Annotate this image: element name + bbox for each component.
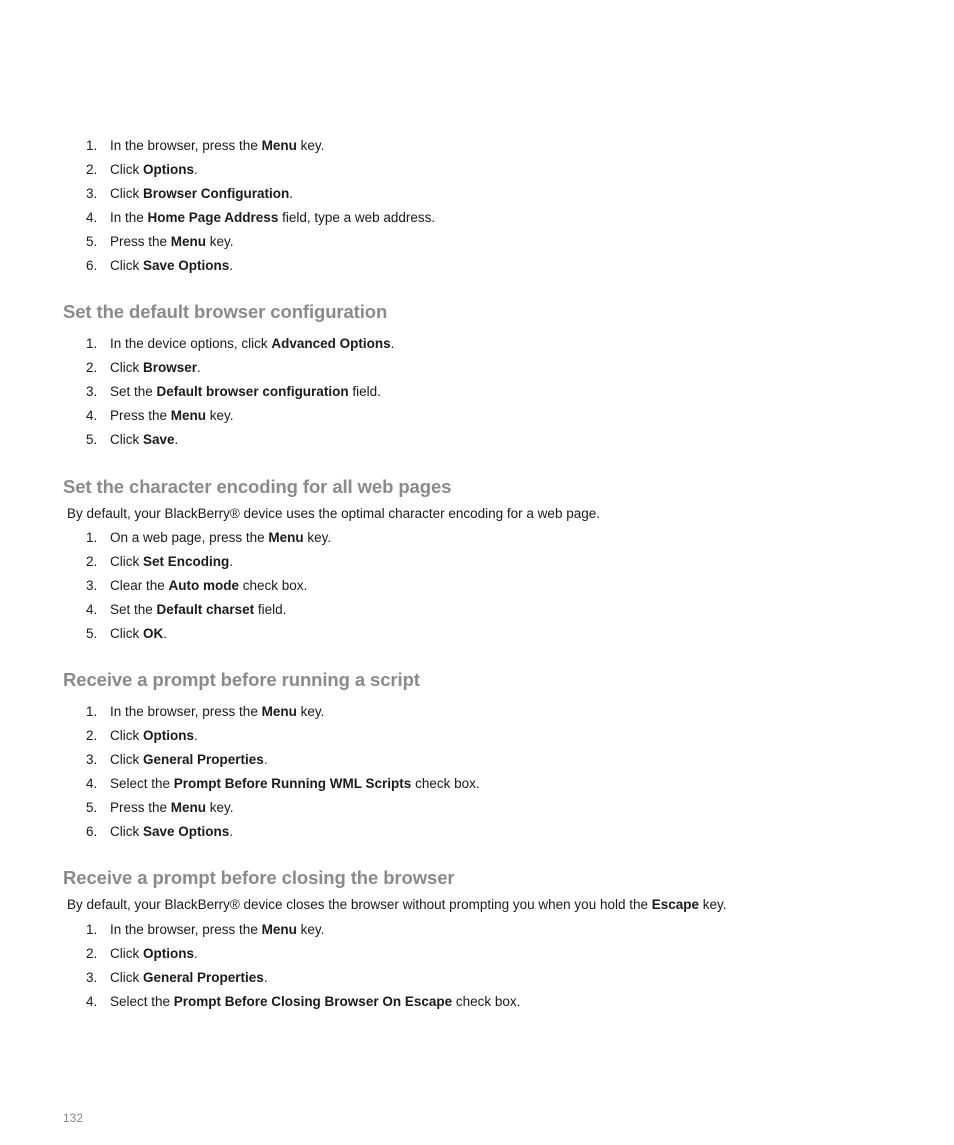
- ui-term: Options: [143, 162, 194, 177]
- text-run: key.: [296, 922, 325, 937]
- step-item: [86, 356, 394, 380]
- step-number: 5.: [86, 234, 98, 249]
- text-run: .: [229, 824, 234, 839]
- step-number: 3.: [86, 186, 98, 201]
- text-run: .: [263, 752, 268, 767]
- ui-term: Options: [143, 946, 194, 961]
- text-run: Click: [110, 432, 143, 447]
- text-run: key.: [206, 800, 234, 815]
- step-text: [110, 626, 167, 641]
- text-run: Click: [110, 824, 143, 839]
- ui-term: Menu: [261, 922, 297, 937]
- step-item: [86, 332, 394, 356]
- step-text: [110, 336, 394, 351]
- step-list: [86, 134, 435, 278]
- section-heading: Set the character encoding for all web pages: [63, 476, 452, 497]
- step-item: [86, 724, 480, 748]
- step-item: [86, 134, 435, 158]
- ui-term: OK: [143, 626, 164, 641]
- ui-term: Menu: [170, 234, 207, 249]
- step-text: [110, 752, 268, 767]
- text-run: Set the: [110, 602, 157, 617]
- step-text: [110, 602, 286, 617]
- text-run: .: [194, 728, 198, 743]
- text-run: check box.: [452, 994, 521, 1009]
- text-run: .: [263, 970, 268, 985]
- step-list: [86, 918, 520, 1014]
- text-run: Select the: [110, 776, 174, 791]
- text-run: On a web page, press the: [110, 530, 269, 545]
- section-heading: Receive a prompt before closing the browser: [63, 867, 455, 888]
- step-text: [110, 530, 331, 545]
- step-number: 2.: [86, 728, 98, 743]
- step-item: [86, 182, 435, 206]
- page-number: 132: [63, 1111, 84, 1125]
- ui-term: Menu: [170, 800, 207, 815]
- ui-term: Auto mode: [168, 578, 240, 593]
- text-run: Clear the: [110, 578, 169, 593]
- text-run: key.: [206, 234, 234, 249]
- text-run: In the device options, click: [110, 336, 272, 351]
- step-item: [86, 574, 331, 598]
- step-number: 4.: [86, 602, 98, 617]
- step-number: 2.: [86, 946, 98, 961]
- ui-term: Save Options: [143, 824, 230, 839]
- step-item: [86, 254, 435, 278]
- section-heading: Receive a prompt before running a script: [63, 669, 420, 690]
- ui-term: Set Encoding: [143, 554, 230, 569]
- step-text: [110, 162, 198, 177]
- step-list: [86, 332, 394, 452]
- text-run: Click: [110, 162, 143, 177]
- text-run: In the browser, press the: [110, 138, 262, 153]
- text-run: .: [174, 432, 179, 447]
- ui-term: Options: [143, 728, 194, 743]
- step-item: [86, 820, 480, 844]
- text-run: Click: [110, 752, 143, 767]
- text-run: .: [390, 336, 395, 351]
- text-run: key.: [296, 138, 325, 153]
- text-run: Click: [110, 946, 143, 961]
- step-text: [110, 970, 268, 985]
- section-intro: By default, your BlackBerry® device uses the optimal character encoding for a web page.: [67, 506, 600, 521]
- text-run: check box.: [239, 578, 308, 593]
- ui-term: Escape: [651, 897, 700, 912]
- step-text: [110, 994, 520, 1009]
- text-run: By default, your BlackBerry® device closes the browser without prompting you when you hold the: [67, 897, 652, 912]
- text-run: Click: [110, 554, 143, 569]
- step-item: [86, 966, 520, 990]
- step-number: 1.: [86, 922, 98, 937]
- step-number: 6.: [86, 258, 98, 273]
- step-item: [86, 700, 480, 724]
- text-run: key.: [206, 408, 234, 423]
- step-item: [86, 622, 331, 646]
- text-run: .: [163, 626, 168, 641]
- step-number: 5.: [86, 626, 98, 641]
- step-item: [86, 428, 394, 452]
- step-item: [86, 380, 394, 404]
- text-run: field.: [348, 384, 381, 399]
- step-number: 5.: [86, 800, 98, 815]
- section-intro: [67, 895, 727, 915]
- step-text: [110, 186, 293, 201]
- text-run: key.: [303, 530, 332, 545]
- ui-term: General Properties: [143, 752, 264, 767]
- step-number: 4.: [86, 408, 98, 423]
- ui-term: Default charset: [156, 602, 255, 617]
- text-run: Click: [110, 728, 143, 743]
- text-run: Press the: [110, 800, 171, 815]
- step-item: [86, 158, 435, 182]
- step-text: [110, 210, 435, 225]
- step-text: [110, 922, 324, 937]
- ui-term: Home Page Address: [147, 210, 279, 225]
- step-number: 1.: [86, 138, 98, 153]
- step-text: [110, 728, 198, 743]
- step-text: [110, 776, 480, 791]
- ui-term: Menu: [261, 138, 297, 153]
- step-number: 3.: [86, 384, 98, 399]
- ui-term: Browser Configuration: [143, 186, 290, 201]
- ui-term: Prompt Before Closing Browser On Escape: [173, 994, 453, 1009]
- step-text: [110, 138, 324, 153]
- step-item: [86, 748, 480, 772]
- text-run: In the: [110, 210, 148, 225]
- step-number: 2.: [86, 162, 98, 177]
- text-run: .: [197, 360, 201, 375]
- step-item: [86, 990, 520, 1014]
- step-number: 5.: [86, 432, 98, 447]
- step-number: 2.: [86, 554, 98, 569]
- step-number: 1.: [86, 704, 98, 719]
- step-text: [110, 360, 201, 375]
- step-text: [110, 578, 307, 593]
- ui-term: Default browser configuration: [156, 384, 349, 399]
- text-run: Select the: [110, 994, 174, 1009]
- ui-term: Save Options: [143, 258, 230, 273]
- step-list: [86, 526, 331, 646]
- step-number: 4.: [86, 994, 98, 1009]
- text-run: In the browser, press the: [110, 704, 262, 719]
- step-item: [86, 206, 435, 230]
- step-list: [86, 700, 480, 844]
- ui-term: Save: [143, 432, 175, 447]
- text-run: check box.: [411, 776, 480, 791]
- text-run: .: [289, 186, 294, 201]
- step-item: [86, 772, 480, 796]
- step-item: [86, 598, 331, 622]
- text-run: Click: [110, 360, 143, 375]
- step-number: 4.: [86, 210, 98, 225]
- ui-term: Browser: [143, 360, 198, 375]
- ui-term: Menu: [261, 704, 297, 719]
- step-number: 1.: [86, 336, 98, 351]
- step-number: 3.: [86, 752, 98, 767]
- step-item: [86, 404, 394, 428]
- step-number: 6.: [86, 824, 98, 839]
- text-run: .: [229, 258, 234, 273]
- step-text: [110, 384, 381, 399]
- step-text: [110, 408, 234, 423]
- ui-term: Menu: [268, 530, 304, 545]
- text-run: In the browser, press the: [110, 922, 262, 937]
- step-text: [110, 946, 198, 961]
- step-item: [86, 550, 331, 574]
- text-run: Click: [110, 970, 143, 985]
- text-run: key.: [296, 704, 325, 719]
- ui-term: Menu: [170, 408, 207, 423]
- ui-term: Advanced Options: [271, 336, 391, 351]
- text-run: Click: [110, 186, 143, 201]
- step-item: [86, 230, 435, 254]
- step-item: [86, 918, 520, 942]
- step-number: 3.: [86, 578, 98, 593]
- step-text: [110, 234, 234, 249]
- step-number: 2.: [86, 360, 98, 375]
- ui-term: General Properties: [143, 970, 264, 985]
- step-number: 1.: [86, 530, 98, 545]
- step-item: [86, 942, 520, 966]
- step-text: [110, 824, 233, 839]
- text-run: Set the: [110, 384, 157, 399]
- text-run: .: [229, 554, 234, 569]
- text-run: Press the: [110, 234, 171, 249]
- step-text: [110, 800, 234, 815]
- step-number: 4.: [86, 776, 98, 791]
- text-run: .: [194, 946, 198, 961]
- section-heading: Set the default browser configuration: [63, 301, 388, 322]
- text-run: Click: [110, 258, 143, 273]
- step-text: [110, 432, 178, 447]
- text-run: Press the: [110, 408, 171, 423]
- step-item: [86, 526, 331, 550]
- text-run: Click: [110, 626, 143, 641]
- text-run: key.: [699, 897, 727, 912]
- text-run: field.: [254, 602, 287, 617]
- step-number: 3.: [86, 970, 98, 985]
- step-text: [110, 554, 233, 569]
- step-item: [86, 796, 480, 820]
- step-text: [110, 704, 324, 719]
- step-text: [110, 258, 233, 273]
- ui-term: Prompt Before Running WML Scripts: [173, 776, 412, 791]
- text-run: field, type a web address.: [278, 210, 436, 225]
- text-run: .: [194, 162, 198, 177]
